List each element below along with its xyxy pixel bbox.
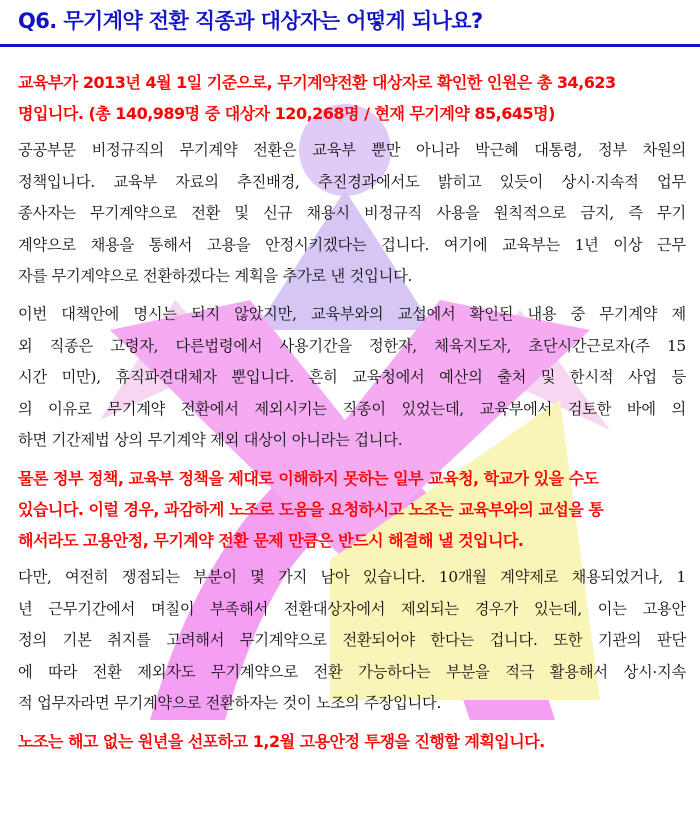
text-line: 의 이유로 무기계약 전환에서 제외시키는 직종이 있었는데, 교육부에서 검토한 바에 의 (18, 399, 686, 418)
question-title: Q6. 무기계약 전환 직종과 대상자는 어떻게 되나요? (18, 9, 483, 33)
text-line: 하면 기간제법 상의 무기계약 제외 대상이 아니라는 겁니다. (18, 431, 403, 450)
highlight-union-support (18, 463, 686, 556)
highlight-summary (18, 67, 686, 129)
text-line: 에 따라 전환 제외자도 무기계약으로 전환 가능하다는 부분을 적극 활용해서 상시·지속 (18, 662, 686, 681)
text-line: 이번 대책안에 명시는 되지 않았지만, 교육부와의 교섭에서 확인된 내용 중 무기계약 제 (18, 304, 686, 323)
highlight-line: 물론 정부 정책, 교육부 정책을 제대로 이해하지 못하는 일부 교육청, 학교가 있을 수도 (18, 468, 599, 488)
title-divider (0, 44, 700, 47)
highlight-line: 노조는 해고 없는 원년을 선포하고 1,2월 고용안정 투쟁을 진행할 계획입니다. (18, 731, 545, 751)
paragraph-policy (18, 135, 686, 293)
text-line: 정의 기본 취지를 고려해서 무기계약으로 전환되어야 한다는 겁니다. 또한 기관의 판단 (18, 631, 686, 650)
text-line: 공공부문 비정규직의 무기계약 전환은 교육부 뿐만 아니라 박근혜 대통령, 정부 차원의 (18, 141, 686, 159)
highlight-line: 명입니다. (총 140,989명 중 대상자 120,268명 / 현재 무기계약 85,645명) (18, 104, 555, 123)
text-line: 계약으로 채용을 통해서 고용을 안정시키겠다는 겁니다. 여기에 교육부는 1년 이상 근무 (18, 235, 686, 254)
highlight-line: 있습니다. 이럴 경우, 과감하게 노조로 도움을 요청하시고 노조는 교육부와의 교섭을 통 (18, 499, 604, 519)
text-line: 정책입니다. 교육부 자료의 추진배경, 추진경과에서도 밝히고 있듯이 상시·지속적 업무 (18, 172, 686, 191)
paragraph-exclusions (18, 299, 686, 457)
text-line: 적 업무자라면 무기계약으로 전환하자는 것이 노조의 주장입니다. (18, 694, 442, 713)
text-line: 외 직종은 고령자, 다른법령에서 사용기간을 정한자, 체육지도자, 초단시간근로자(주 15 (18, 336, 686, 355)
text-line: 자를 무기계약으로 전환하겠다는 계획을 추가로 낸 것입니다. (18, 267, 413, 286)
highlight-line: 해서라도 고용안정, 무기계약 전환 문제 만큼은 반드시 해결해 낼 것입니다. (18, 530, 524, 550)
text-line: 시간 미만), 휴직파견대체자 뿐입니다. 흔히 교육청에서 예산의 출처 및 한시적 사업 등 (18, 368, 686, 387)
text-line: 년 근무기간에서 며칠이 부족해서 전환대상자에서 제외되는 경우가 있는데, 이는 고용안 (18, 599, 686, 618)
highlight-plan (18, 726, 686, 757)
highlight-line: 교육부가 2013년 4월 1일 기준으로, 무기계약전환 대상자로 확인한 인원은 총 34,623 (18, 73, 616, 92)
paragraph-issues (18, 562, 686, 720)
text-line: 다만, 여전히 쟁점되는 부분이 몇 가지 남아 있습니다. 10개월 계약제로 채용되었거나, 1 (18, 567, 686, 586)
text-line: 종사자는 무기계약으로 전환 및 신규 채용시 비정규직 사용을 원칙적으로 금지, 즉 무기 (18, 204, 686, 223)
